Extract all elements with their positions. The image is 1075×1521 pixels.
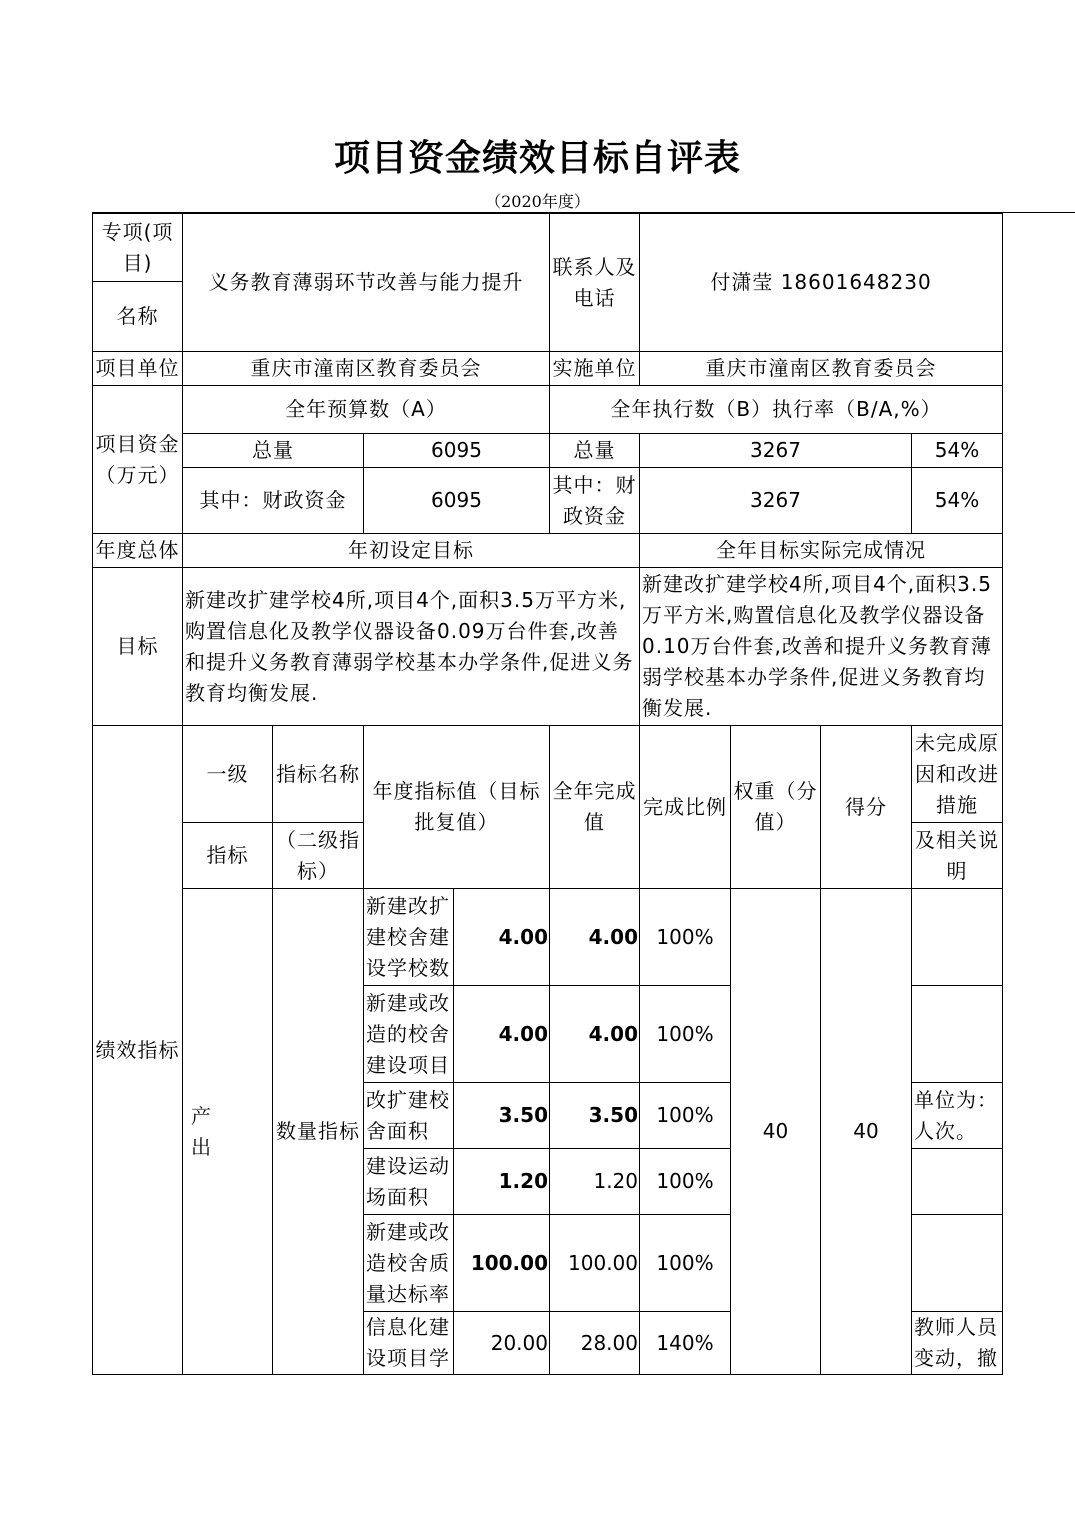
reason-header-2: 及相关说明 <box>912 823 1003 889</box>
page-title: 项目资金绩效目标自评表 <box>333 137 741 179</box>
score-value: 40 <box>821 889 912 1375</box>
indicator-target: 3.50 <box>454 1083 550 1149</box>
total-exec: 3267 <box>640 434 912 468</box>
indicator-name: 新建改扩建校舍建设学校数 <box>364 889 454 986</box>
fiscal-label-2: 其中：财政资金 <box>550 468 640 534</box>
budget-header: 全年预算数（A） <box>183 386 550 434</box>
fiscal-exec: 3267 <box>640 468 912 534</box>
indicator-ratio: 100% <box>640 1149 731 1215</box>
indicators-label: 绩效指标 <box>93 726 183 1375</box>
indicator-done: 28.00 <box>550 1312 640 1375</box>
self-evaluation-table <box>92 213 1003 1375</box>
project-unit-label: 项目单位 <box>93 352 183 386</box>
name-header: 指标名称 <box>273 726 364 823</box>
funds-label: 项目资金（万元） <box>93 386 183 534</box>
indicator-name: 改扩建校舍面积 <box>364 1083 454 1149</box>
indicator-target: 4.00 <box>454 889 550 986</box>
indicator-done: 100.00 <box>550 1215 640 1312</box>
goal-label: 年度总体 <box>93 534 183 568</box>
goal-set-text: 新建改扩建学校4所,项目4个,面积3.5万平方米,购置信息化及教学仪器设备0.09万台件套,改善和提升义务教育薄弱学校基本办学条件,促进义务教育均衡发展. <box>183 568 640 726</box>
indicator-note <box>912 986 1003 1083</box>
project-unit: 重庆市潼南区教育委员会 <box>183 352 550 386</box>
target-header: 年度指标值（目标批复值） <box>364 726 550 889</box>
indicator-target: 4.00 <box>454 986 550 1083</box>
indicator-ratio: 100% <box>640 889 731 986</box>
goal-actual-text: 新建改扩建学校4所,项目4个,面积3.5万平方米,购置信息化及教学仪器设备0.10万台件套,改善和提升义务教育薄弱学校基本办学条件,促进义务教育均衡发展. <box>640 568 1003 726</box>
ratio-header: 完成比例 <box>640 726 731 889</box>
indicator-target: 20.00 <box>454 1312 550 1375</box>
indicator-note <box>912 1149 1003 1215</box>
contact-label: 联系人及电话 <box>550 214 640 352</box>
exec-header: 全年执行数（B）执行率（B/A,%） <box>550 386 1003 434</box>
year-subtitle: （2020年度） <box>485 192 590 211</box>
total-budget: 6095 <box>364 434 550 468</box>
impl-unit-label: 实施单位 <box>550 352 640 386</box>
level1-value: 产 出 <box>183 889 273 1375</box>
indicator-target: 1.20 <box>454 1149 550 1215</box>
indicator-ratio: 100% <box>640 1083 731 1149</box>
indicator-ratio: 100% <box>640 986 731 1083</box>
contact-value: 付潇莹 18601648230 <box>640 214 1003 352</box>
indicator-name: 新建或改造校舍质量达标率 <box>364 1215 454 1312</box>
indicator-done: 3.50 <box>550 1083 640 1149</box>
reason-header: 未完成原因和改进措施 <box>912 726 1003 823</box>
score-header: 得分 <box>821 726 912 889</box>
project-name-label-2: 名称 <box>93 282 183 352</box>
weight-header: 权重（分值） <box>731 726 821 889</box>
total-label: 总量 <box>183 434 364 468</box>
indicator-note: 教师人员变动，撤 <box>912 1312 1003 1375</box>
indicator-name: 新建或改造的校舍建设项目 <box>364 986 454 1083</box>
fiscal-budget: 6095 <box>364 468 550 534</box>
indicator-note <box>912 1215 1003 1312</box>
indicator-name: 信息化建设项目学 <box>364 1312 454 1375</box>
table-row <box>93 889 1003 986</box>
name-header-2: （二级指标） <box>273 823 364 889</box>
indicator-name: 建设运动场面积 <box>364 1149 454 1215</box>
indicator-ratio: 140% <box>640 1312 731 1375</box>
impl-unit: 重庆市潼南区教育委员会 <box>640 352 1003 386</box>
total-rate: 54% <box>912 434 1003 468</box>
project-name-label: 专项(项目) <box>93 214 183 282</box>
fiscal-label: 其中：财政资金 <box>183 468 364 534</box>
indicator-note: 单位为：人次。 <box>912 1083 1003 1149</box>
goal-actual-header: 全年目标实际完成情况 <box>640 534 1003 568</box>
weight-value: 40 <box>731 889 821 1375</box>
fiscal-rate: 54% <box>912 468 1003 534</box>
indicator-done: 1.20 <box>550 1149 640 1215</box>
indicator-target: 100.00 <box>454 1215 550 1312</box>
total-label-2: 总量 <box>550 434 640 468</box>
done-header: 全年完成值 <box>550 726 640 889</box>
indicator-ratio: 100% <box>640 1215 731 1312</box>
goal-label-2: 目标 <box>93 568 183 726</box>
indicator-done: 4.00 <box>550 986 640 1083</box>
goal-set-header: 年初设定目标 <box>183 534 640 568</box>
level1-header: 一级 <box>183 726 273 823</box>
indicator-note <box>912 889 1003 986</box>
indicator-done: 4.00 <box>550 889 640 986</box>
level1-header-2: 指标 <box>183 823 273 889</box>
level2-value: 数量指标 <box>273 889 364 1375</box>
project-name: 义务教育薄弱环节改善与能力提升 <box>183 214 550 352</box>
